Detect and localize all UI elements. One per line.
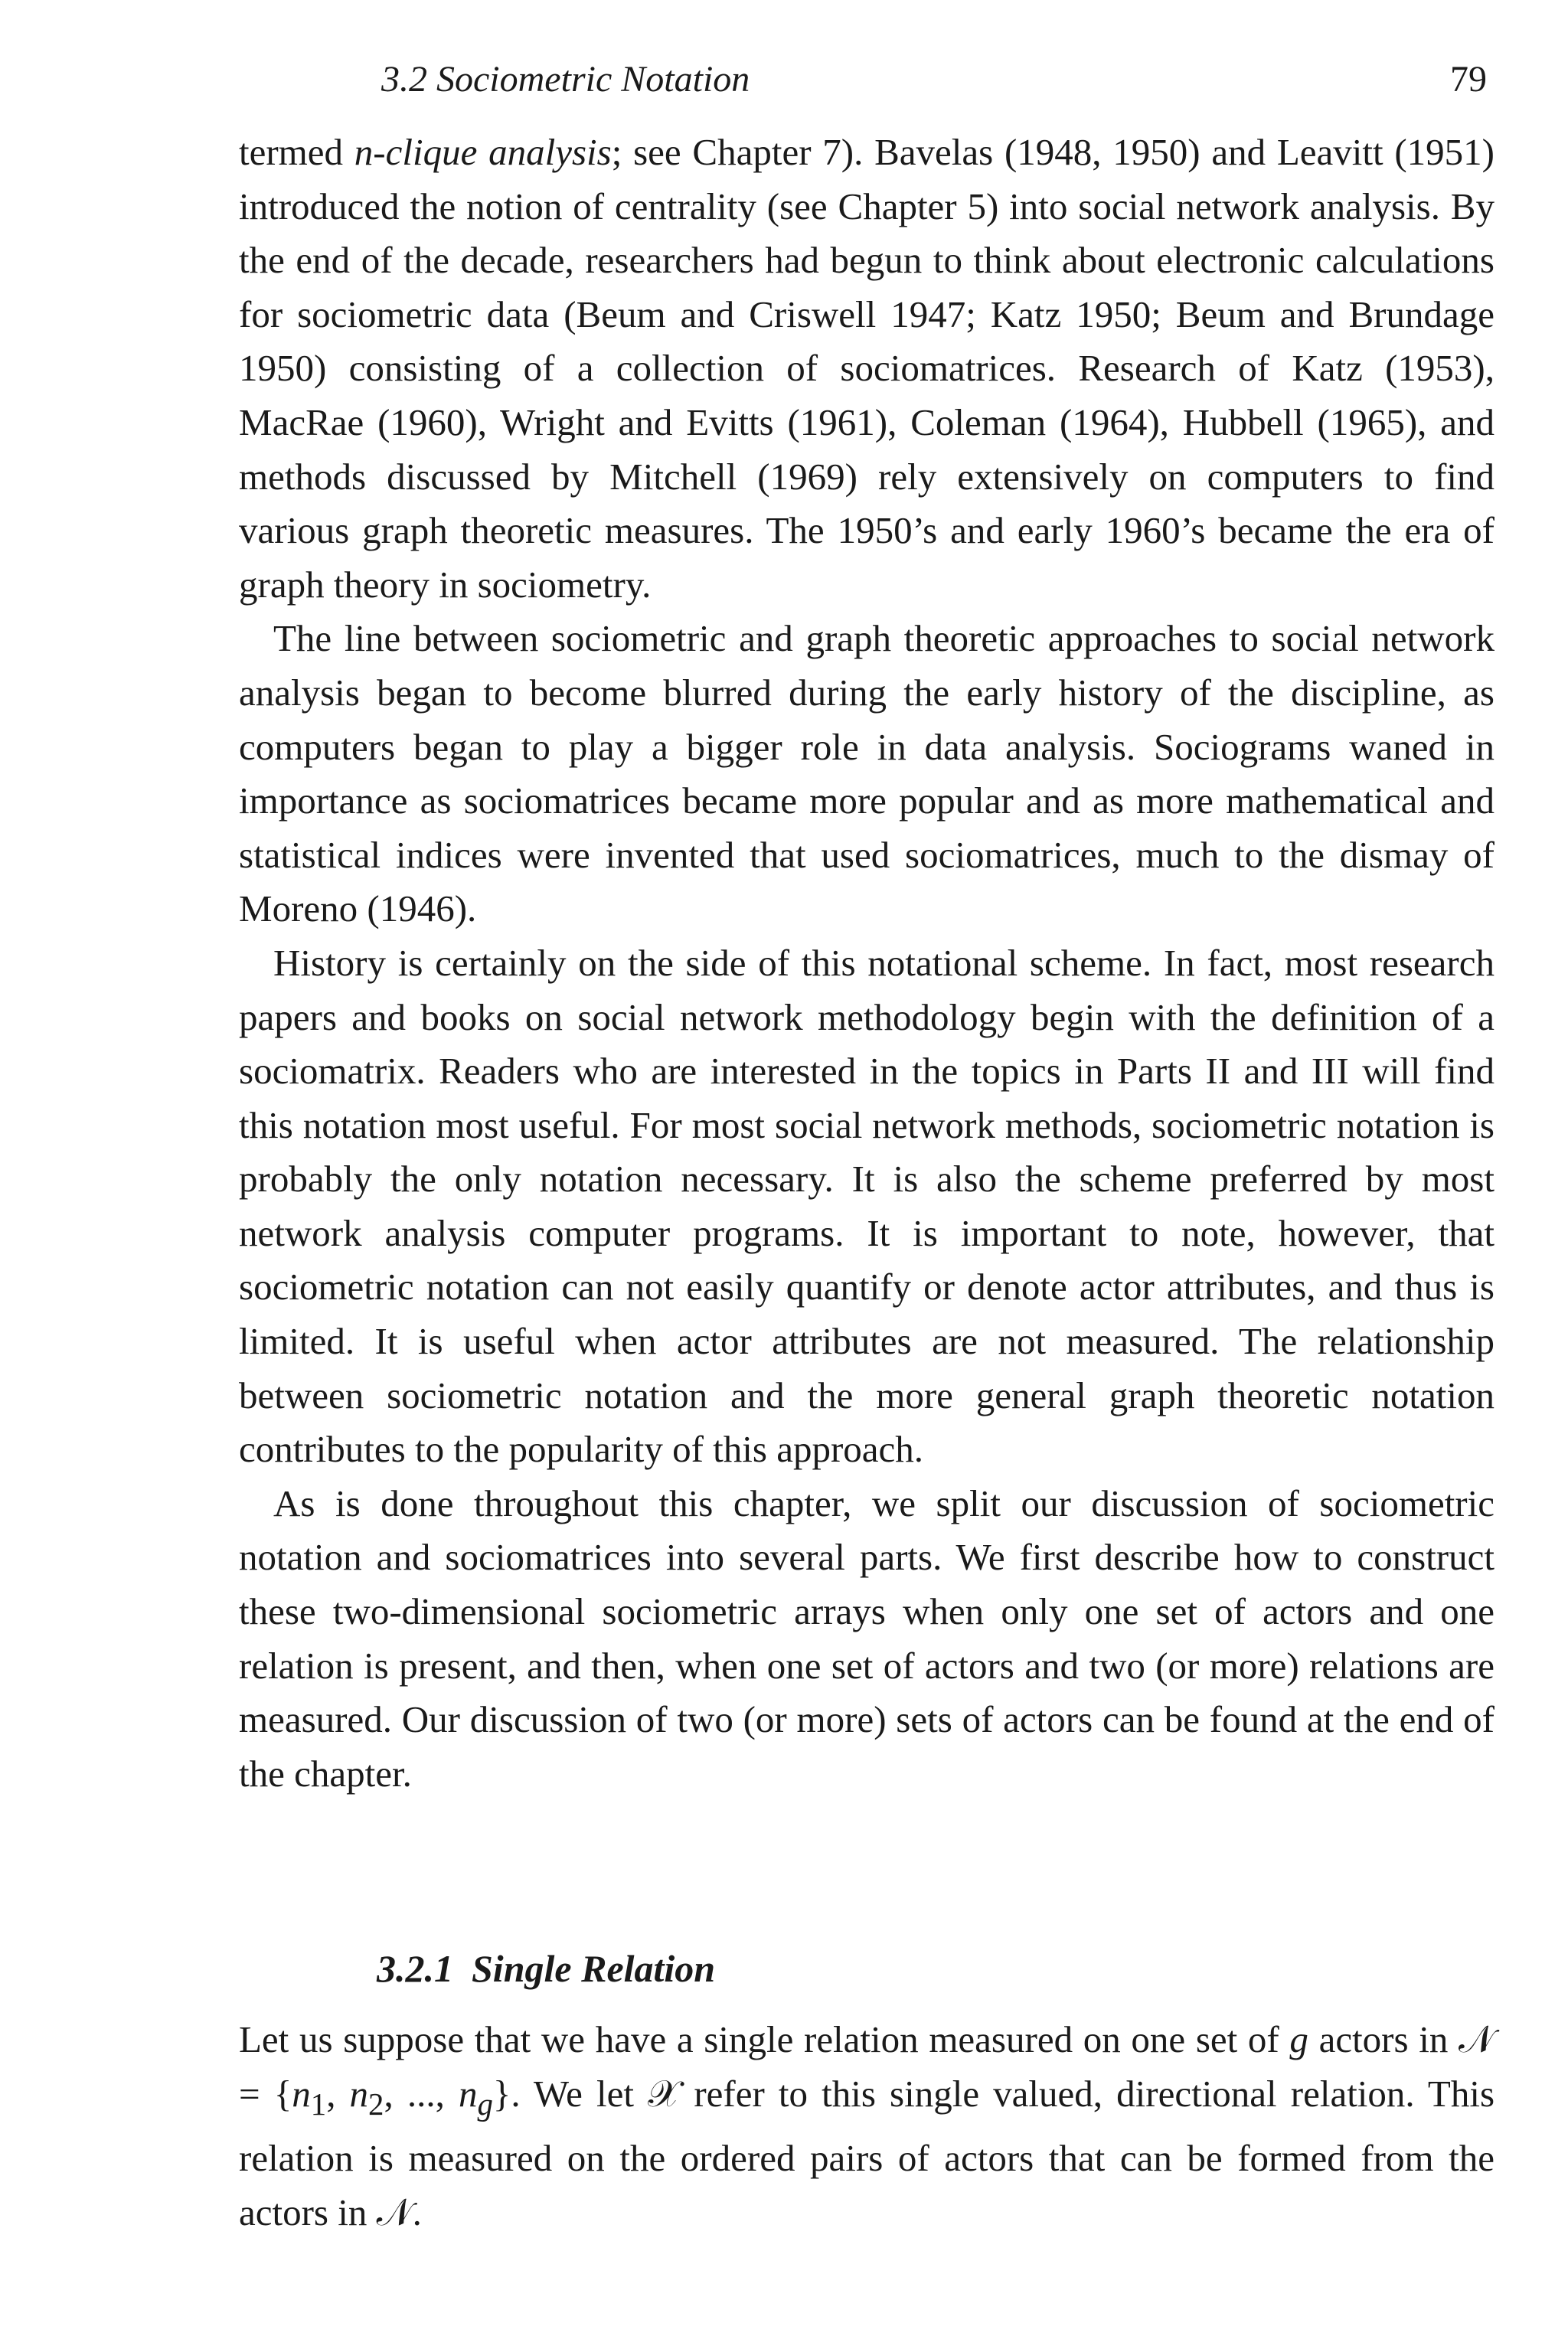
sp-ng-sub-g: g	[477, 2086, 493, 2122]
section-title: Single Relation	[472, 1947, 716, 1990]
sp-n2-sub: 2	[368, 2086, 384, 2122]
sp-ng: n	[458, 2072, 478, 2115]
running-title: 3.2 Sociometric Notation	[381, 59, 750, 100]
sp-n2: n	[349, 2072, 369, 2115]
paragraph-1-lead: termed	[239, 131, 354, 173]
sp-comma-1: ,	[326, 2072, 350, 2115]
paragraph-2: The line between sociometric and graph theoretic approaches to social network analysis began to become blurred during the early history of the discipline, as computers began to play a bigger role in data analysis. Sociograms waned in importance as sociomatrices became more popular and as more mathematical and statistical indices were invented that used sociomatrices, much to the dismay of Moreno (1946).	[239, 617, 1494, 930]
paragraph-1	[239, 126, 1494, 612]
sp-end: .	[412, 2191, 422, 2233]
running-head	[239, 52, 1487, 107]
sp-close: }. We let	[492, 2072, 648, 2115]
body-text	[239, 126, 1494, 1801]
paragraph-1-rest: ; see Chapter 7). Bavelas (1948, 1950) and Leavitt (1951) introduced the notion of centrality (see Chapter 5) into social network analysis. By the end of the decade, researchers had begun to think about electronic calculations for sociometric data (Beum and Criswell 1947; Katz 1950; Beum and Brundage 1950) consisting of a collection of sociomatrices. Research of Katz (1953), MacRae (1960), Wright and Evitts (1961), Coleman (1964), Hubbell (1965), and methods discussed by Mitchell (1969) rely extensively on computers to find various graph theoretic measures. The 1950’s and early 1960’s became the era of graph theory in sociometry.	[239, 131, 1495, 606]
paragraph-4: As is done throughout this chapter, we split our discussion of sociometric notation and sociomatrices into several parts. We first describe how to construct these two-dimensional sociometric arrays when only one set of actors and one relation is present, and then, when one set of actors and two (or more) relations are measured. Our discussion of two (or more) sets of actors can be found at the end of the chapter.	[239, 1482, 1494, 1795]
sp-equals: = {	[239, 2072, 292, 2115]
sp-text-3: refer to this single valued, directional relation. This relation is measured on the ordered pairs of actors that can be formed from the actors in	[239, 2072, 1495, 2233]
section-body	[239, 2013, 1494, 2240]
page-number: 79	[1450, 59, 1487, 100]
sp-text-2: actors in	[1308, 2018, 1459, 2060]
paragraph-1-italic-term: n-clique analysis	[354, 131, 612, 173]
sp-n1-sub: 1	[310, 2086, 327, 2122]
sp-set-n-symbol: 𝒩	[1459, 2018, 1494, 2060]
sp-var-g: g	[1289, 2018, 1308, 2060]
sp-dots: , ...,	[384, 2072, 459, 2115]
sp-relation-x-symbol: 𝒳	[648, 2072, 681, 2115]
sp-ng-sub	[477, 2086, 492, 2121]
paragraph-3: History is certainly on the side of this notational scheme. In fact, most research papers and books on social network methodology begin with the definition of a sociomatrix. Readers who are interested in the topics in Parts II and III will find this notation most useful. For most social network methods, sociometric notation is probably the only notation necessary. It is also the scheme preferred by most network analysis computer programs. It is important to note, however, that sociometric notation can not easily quantify or denote actor attributes, and thus is limited. It is useful when actor attributes are not measured. The relationship between sociometric notation and the more general graph theoretic notation contributes to the popularity of this approach.	[239, 941, 1494, 1471]
sp-text-1: Let us suppose that we have a single relation measured on one set of	[239, 2018, 1290, 2060]
section-number: 3.2.1	[377, 1947, 453, 1990]
sp-n1: n	[292, 2072, 311, 2115]
section-heading	[239, 1941, 1494, 1996]
section-paragraph	[239, 2013, 1494, 2240]
sp-set-n-symbol-2: 𝒩	[376, 2191, 413, 2233]
